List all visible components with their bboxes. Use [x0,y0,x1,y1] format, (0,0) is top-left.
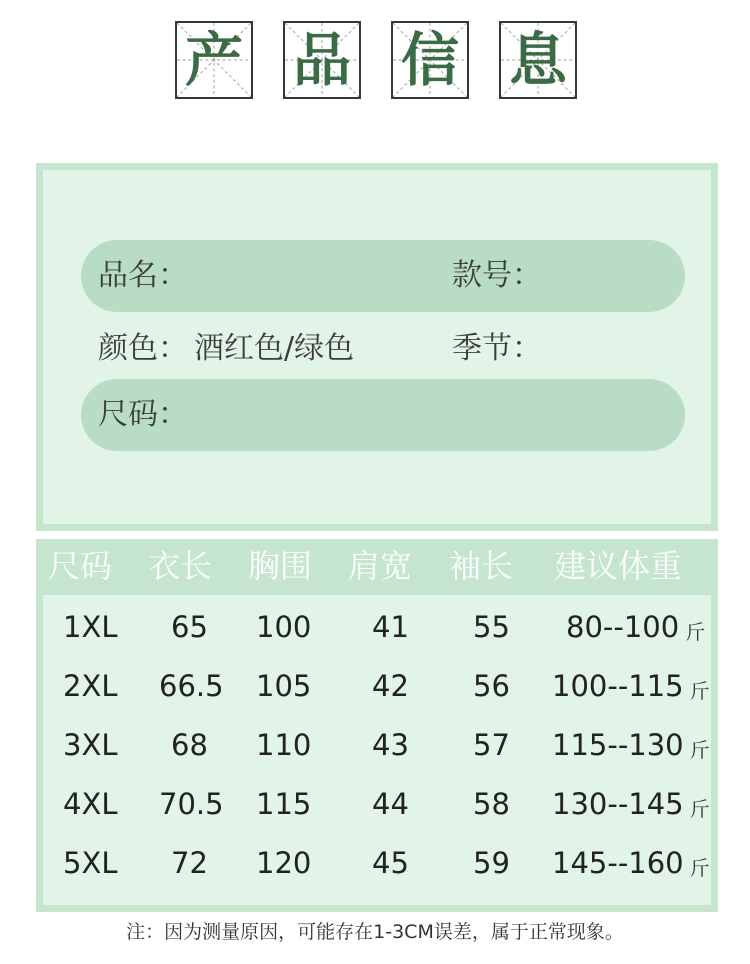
title-char-box [283,21,361,99]
size-chart-body [43,595,711,905]
style-number-label: 款号： [452,258,542,293]
cell-size: 3XL [63,728,118,762]
header-shoulder: 肩宽 [348,547,413,585]
title-char: 信 [400,26,459,94]
cell-length: 65 [171,610,208,644]
cell-length: 72 [171,846,208,880]
cell-sleeve: 58 [473,787,510,821]
product-info-panel [36,163,718,531]
header-size: 尺码 [48,547,113,585]
cell-shoulder: 44 [372,787,409,821]
header-length: 衣长 [148,547,213,585]
cell-shoulder: 43 [372,728,409,762]
cell-chest: 110 [256,728,312,762]
cell-weight-value: 130--145 [552,787,684,821]
cell-weight [566,610,706,644]
cell-weight-value: 100--115 [552,669,684,703]
measurement-note: 注：因为测量原因，可能存在1-3CM误差，属于正常现象。 [126,921,624,943]
cell-size: 2XL [63,669,118,703]
cell-weight [552,669,710,703]
weight-unit: 斤 [689,797,710,821]
cell-length: 68 [171,728,208,762]
header-weight: 建议体重 [554,547,683,585]
cell-sleeve: 59 [473,846,510,880]
cell-weight-value: 80--100 [566,610,680,644]
title-char: 产 [184,26,243,94]
weight-unit: 斤 [689,679,710,703]
cell-weight-value: 115--130 [552,728,684,762]
size-label: 尺码： [98,397,188,432]
header-sleeve: 袖长 [449,547,514,585]
title-char-box [499,21,577,99]
season-label: 季节： [452,331,542,366]
weight-unit: 斤 [689,856,710,880]
cell-shoulder: 42 [372,669,409,703]
title-char-box [391,21,469,99]
cell-sleeve: 56 [473,669,510,703]
cell-weight-value: 145--160 [552,846,684,880]
cell-weight [552,728,710,762]
cell-chest: 100 [256,610,312,644]
cell-shoulder: 45 [372,846,409,880]
product-info-inner [43,170,711,524]
cell-shoulder: 41 [372,610,409,644]
cell-weight [552,787,710,821]
cell-weight [552,846,710,880]
cell-size: 4XL [63,787,118,821]
cell-size: 5XL [63,846,118,880]
cell-sleeve: 57 [473,728,510,762]
title-char: 品 [292,26,351,94]
product-info-title [175,21,577,103]
cell-chest: 115 [256,787,312,821]
weight-unit: 斤 [685,620,706,644]
product-name-label: 品名： [98,258,188,293]
title-char: 息 [508,26,567,94]
cell-chest: 120 [256,846,312,880]
title-char-box [175,21,253,99]
weight-unit: 斤 [689,738,710,762]
cell-length: 66.5 [159,669,224,703]
color-value: 酒红色/绿色 [194,331,355,366]
cell-size: 1XL [63,610,118,644]
cell-chest: 105 [256,669,312,703]
cell-length: 70.5 [159,787,224,821]
size-chart-table [36,539,718,912]
header-chest: 胸围 [248,547,313,585]
color-label: 颜色： [98,331,188,366]
cell-sleeve: 55 [473,610,510,644]
size-chart-header [36,539,718,595]
